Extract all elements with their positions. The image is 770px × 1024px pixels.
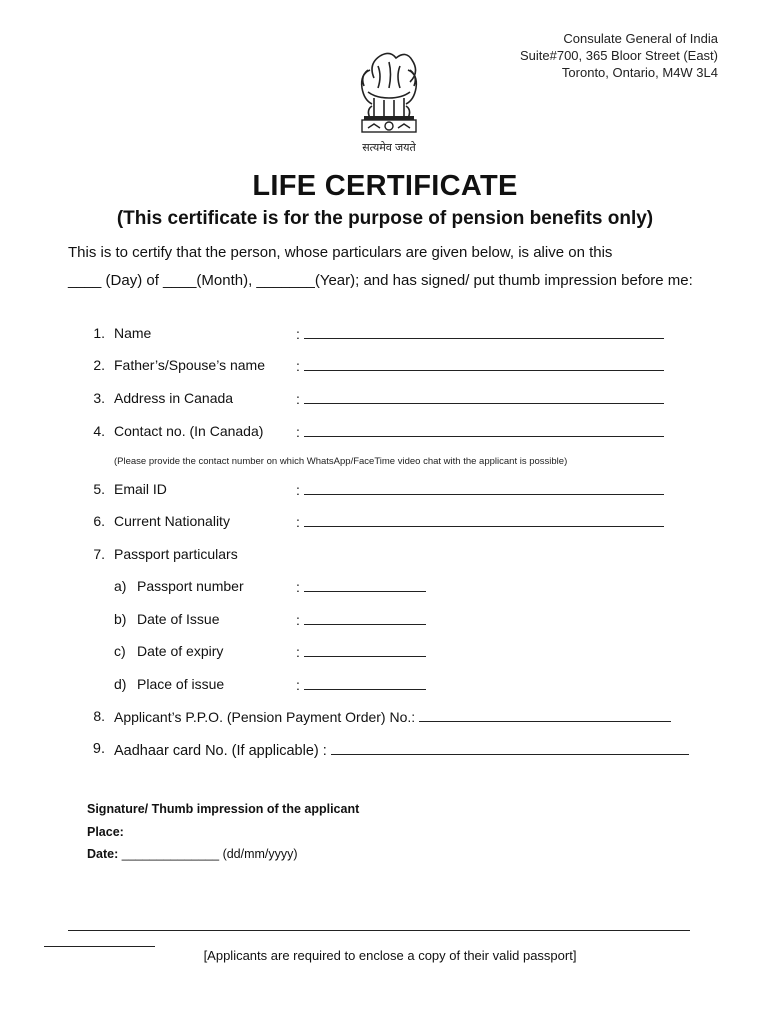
date-label: Date:: [87, 847, 119, 861]
email-field[interactable]: [304, 481, 664, 495]
footer-note: [Applicants are required to enclose a copy of their valid passport]: [203, 948, 577, 963]
field-label: Passport number: [137, 578, 244, 594]
field-label: Applicant’s P.P.O. (Pension Payment Order) No.:: [114, 709, 416, 725]
footer-divider: [68, 930, 690, 931]
father-spouse-name-field[interactable]: [304, 357, 664, 371]
passport-row-number: a) Passport number :: [0, 578, 770, 598]
passport-issue-date-field[interactable]: [304, 611, 426, 625]
passport-row-expiry-date: c) Date of expiry :: [0, 643, 770, 663]
address-line-3: Toronto, Ontario, M4W 3L4: [561, 65, 718, 80]
page-subtitle: (This certificate is for the purpose of pension benefits only): [116, 208, 654, 229]
ppo-number-field[interactable]: [419, 708, 671, 722]
field-label: Place of issue: [137, 676, 225, 692]
place-label: Place:: [87, 825, 124, 839]
field-row-contact: 4. Contact no. (In Canada) :: [0, 423, 770, 443]
field-label: Date of Issue: [137, 611, 220, 627]
emblem-motto: सत्यमेव जयते: [362, 142, 416, 154]
passport-row-issue-date: b) Date of Issue :: [0, 611, 770, 631]
address-line-1: Consulate General of India: [563, 31, 718, 46]
footnote-divider: [44, 946, 155, 947]
field-label: Address in Canada: [114, 390, 234, 406]
intro-line-1: This is to certify that the person, whose particulars are given below, is alive on this: [68, 244, 613, 261]
contact-number-field[interactable]: [304, 423, 664, 437]
consulate-address: [520, 30, 718, 81]
field-row-email: 5. Email ID :: [0, 481, 770, 501]
field-label: Date of expiry: [137, 643, 224, 659]
field-row-father-spouse: 2. Father’s/Spouse’s name :: [0, 357, 770, 377]
contact-note: (Please provide the contact number on which WhatsApp/FaceTime video chat with the applicant is possible): [114, 456, 568, 467]
passport-expiry-date-field[interactable]: [304, 643, 426, 657]
field-label: Name: [114, 325, 152, 341]
address-field[interactable]: [304, 390, 664, 404]
date-field[interactable]: ______________: [121, 847, 220, 861]
field-row-aadhaar: 9. Aadhaar card No. (If applicable) :: [0, 741, 770, 761]
aadhaar-number-field[interactable]: [331, 741, 689, 755]
passport-row-place-of-issue: d) Place of issue :: [0, 676, 770, 696]
passport-place-of-issue-field[interactable]: [304, 676, 426, 690]
field-row-passport-heading: 7. Passport particulars: [93, 546, 238, 562]
passport-number-field[interactable]: [304, 578, 426, 592]
field-label: Current Nationality: [114, 513, 230, 529]
address-line-2: Suite#700, 365 Bloor Street (East): [519, 48, 718, 63]
field-label: Passport particulars: [114, 546, 238, 562]
date-format-hint: (dd/mm/yyyy): [222, 847, 298, 861]
field-label: Contact no. (In Canada): [114, 423, 264, 439]
field-label: Father’s/Spouse’s name: [114, 357, 265, 373]
field-row-nationality: 6. Current Nationality :: [0, 513, 770, 533]
signature-heading: Signature/ Thumb impression of the applicant: [87, 802, 360, 816]
field-row-address: 3. Address in Canada :: [0, 390, 770, 410]
intro-line-2: ____ (Day) of ____(Month), _______(Year); and has signed/ put thumb impression before me:: [68, 272, 693, 289]
field-label: Aadhaar card No. (If applicable) :: [114, 743, 327, 759]
field-row-ppo: 8. Applicant’s P.P.O. (Pension Payment Order) No.:: [0, 708, 770, 728]
nationality-field[interactable]: [304, 513, 664, 527]
field-row-name: 1. Name :: [0, 325, 770, 345]
name-field[interactable]: [304, 325, 664, 339]
page-title: LIFE CERTIFICATE: [252, 170, 518, 202]
field-label: Email ID: [114, 481, 167, 497]
date-row: [87, 847, 298, 861]
